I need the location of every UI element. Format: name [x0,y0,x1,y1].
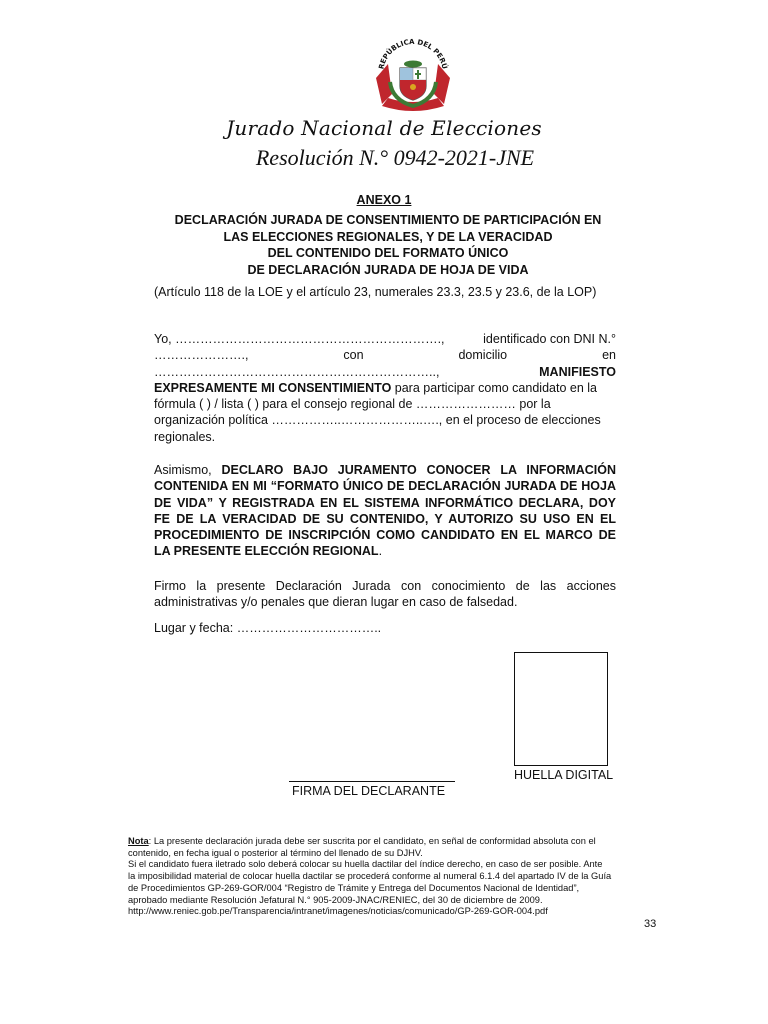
legal-reference: (Artículo 118 de la LOE y el artículo 23, numerales 23.3, 23.5 y 23.6, de la LOP) [154,285,597,299]
sworn-lead: Asimismo, [154,463,222,477]
page-number: 33 [644,918,657,930]
political-org-line[interactable]: organización política ……………..………………..…., en el proceso de elecciones [154,413,601,428]
note-line: de Procedimientos GP-269-GOR/004 “Registro de Trámite y Entrega del Documentos Nacional de Identidad”, [128,882,580,893]
national-seal-logo [372,34,454,116]
ack-line-1: Firmo la presente Declaración Jurada con conocimiento de las acciones [154,579,616,593]
sworn-bold-text: DECLARO BAJO JURAMENTO CONOCER LA INFORMACIÓN CONTENIDA EN MI “FORMATO ÚNICO DE DECLARACIÓN JURADA DE HOJA DE VIDA” Y REGISTRADA EN EL SISTEMA INFORMÁTICO DECLARA, DOY FE DE LA VERACIDAD DE SU CONTENIDO, Y AUTORIZO SU USO EN EL PROCEDIMIENTO DE INSCRIPCIÓN COMO CANDIDATO EN EL MARCO DE LA PRESENTE ELECCIÓN REGIONAL [154,463,616,559]
sworn-declaration-paragraph [154,462,616,560]
name-blank[interactable]: Yo, ………………………………………………………., [154,332,445,346]
consent-text: para participar como candidato en la [391,380,597,395]
text-en: en [602,348,616,363]
dni-blank[interactable]: …………………., [154,348,249,363]
footnote [128,836,642,918]
place-date-field[interactable]: Lugar y fecha: …………………………….. [154,621,382,635]
signature-label: FIRMA DEL DECLARANTE [292,784,446,798]
note-line: : La presente declaración jurada debe ser suscrita por el candidato, en señal de conformidad absoluta con el [148,836,596,846]
signature-line[interactable] [289,781,455,782]
text-domicilio: domicilio [458,348,508,363]
ack-line-2: administrativas y/o penales que dieran lugar en caso de falsedad. [154,595,518,610]
text-con: con [343,348,364,363]
annex-title: ANEXO 1 [356,193,412,207]
reniec-link[interactable]: http://www.reniec.gob.pe/Transparencia/intranet/imagenes/noticias/comunicado/GP-269-GOR-004.pdf [128,906,548,917]
formula-line[interactable]: fórmula ( ) / lista ( ) para el consejo regional de …………………… por la [154,397,551,412]
note-line: Si el candidato fuera iletrado solo deberá colocar su huella dactilar del índice derecho, en caso de ser posible. Ante [128,859,603,870]
resolution-number: Resolución N.° 0942-2021-JNE [255,145,535,170]
consent-paragraph [154,331,616,445]
manifiesto-text: MANIFIESTO [539,364,616,379]
address-blank[interactable]: ………………………………………………………….., [154,364,440,379]
seal-text: REPÚBLICA DEL PERÚ [377,37,449,70]
note-line: aprobado mediante Resolución Jefatural N.° 905-2009-JNAC/RENIEC, del 30 de diciembre de 2009. [128,894,543,905]
fingerprint-label: HUELLA DIGITAL [514,768,614,782]
note-label: Nota [128,836,149,846]
regional-text: regionales. [154,429,216,444]
institution-name: Jurado Nacional de Elecciones [226,116,542,140]
note-line: la imposibilidad material de colocar huella dactilar se procederá conforme al numeral 6.1.4 del apartado IV de la Guía [128,871,612,882]
heading-line: DE DECLARACIÓN JURADA DE HOJA DE VIDA [247,262,529,277]
declaration-heading [150,212,626,278]
sworn-end: . [378,544,383,559]
fingerprint-box[interactable] [514,652,608,766]
note-line: contenido, en fecha igual o posterior al término del llenado de su DJHV. [128,847,423,858]
heading-line: DEL CONTENIDO DEL FORMATO ÚNICO [267,246,509,260]
consent-bold-text: EXPRESAMENTE MI CONSENTIMIENTO [154,380,392,395]
signature-acknowledgement [154,578,616,611]
heading-line: LAS ELECCIONES REGIONALES, Y DE LA VERACIDAD [223,229,553,244]
dni-label: identificado con DNI N.° [483,332,616,346]
heading-line: DECLARACIÓN JURADA DE CONSENTIMIENTO DE PARTICIPACIÓN EN [174,213,602,227]
